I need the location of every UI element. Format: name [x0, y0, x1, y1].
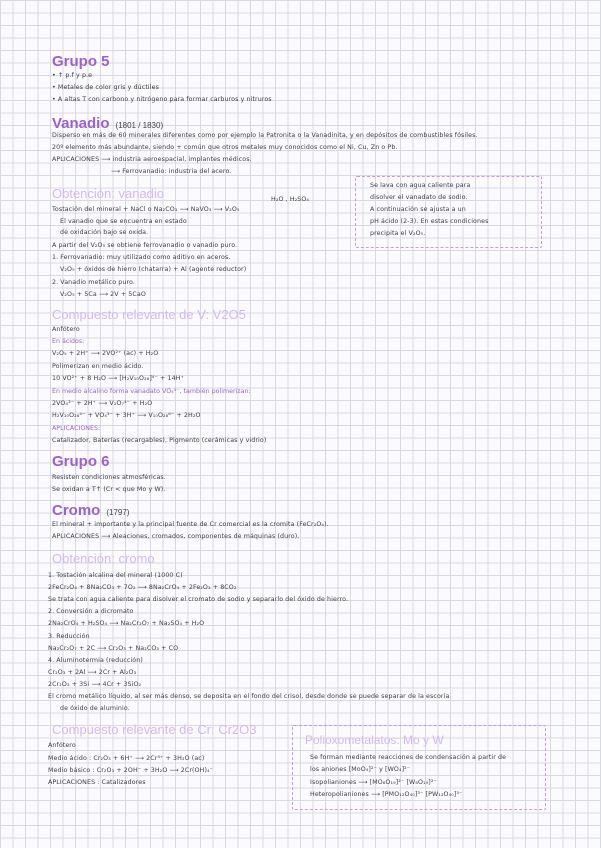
- vanadio-line: APLICACIONES ⟶ industria aeroespacial, implantes médicos.: [52, 156, 252, 163]
- vanadio-line: 20º elemento más abundante, siendo + común que otros metales muy conocidos como el Ni, Cu, Zn o Pb.: [52, 144, 398, 151]
- obtencion-cromo-line: Na₂Cr₂O₇ + 2C ⟶ Cr₂O₃ + Na₂CO₃ + CO: [48, 645, 179, 652]
- vanadio-note-line: disolver el vanadato de sodio.: [370, 194, 468, 201]
- obtencion-vanadio-title: Obtención: vanadio: [52, 186, 165, 201]
- compuesto-v-label: En medio alcalino forma vanadato VO₄³⁻, también polimerizan:: [52, 388, 251, 395]
- compuesto-cr-line: APLICACIONES : Catalizadores: [48, 779, 146, 786]
- polioxometalatos-line: Isopolianiones ⟶ [MO₆O₁₉]²⁻ [W₆O₁₉]²⁻: [310, 779, 437, 786]
- obtencion-vanadio-line: 1. Ferrovanadio: muy utilizado como aditivo en aceros.: [52, 254, 231, 261]
- compuesto-cr-line: Medio básico : Cr₂O₃ + 2OH⁻ + 3H₂O ⟶ 2Cr(OH)₄⁻: [48, 767, 214, 774]
- obtencion-cromo-line: 2Cr₂O₃ + 3Si ⟶ 4Cr + 3SiO₂: [48, 681, 142, 688]
- compuesto-v-line: Anfótero: [52, 326, 80, 333]
- vanadio-title: [52, 115, 163, 132]
- compuesto-v-line: 10 VO²⁺ + 8 H₂O ⟶ [H₂V₁₀O₂₈]⁴⁻ + 14H⁺: [52, 375, 184, 382]
- obtencion-cromo-line: 4. Aluminotermia (reducción): [48, 657, 143, 664]
- compuesto-v-line: V₂O₅ + 2H⁺ ⟶ 2VO²⁺ (ac) + H₂O: [52, 350, 159, 357]
- obtencion-cromo-line: de óxido de aluminio.: [60, 705, 130, 712]
- obtencion-vanadio-line: 2. Vanadio metálico puro.: [52, 279, 135, 286]
- cromo-title: [52, 502, 129, 519]
- vanadio-note-line: A continuación se ajusta a un: [370, 206, 466, 213]
- vanadio-note-line: Se lava con agua caliente para: [370, 182, 471, 189]
- vanadio-note-line: precipita el V₂O₅.: [370, 230, 426, 237]
- obtencion-vanadio-line: V₂O₅ + óxidos de hierro (chatarra) + Al (agente reductor): [60, 266, 247, 273]
- compuesto-v-label: APLICACIONES:: [52, 425, 101, 432]
- obtencion-cromo-line: El cromo metálico líquido, al ser más denso, se deposita en el fondo del crisol, desde donde se puede separar de la escoria: [48, 693, 450, 700]
- compuesto-cr-line: Anfótero: [48, 742, 76, 749]
- obtencion-cromo-line: Se trata con agua caliente para disolver el cromato de sodio y separarlo del óxido de hierro.: [48, 596, 349, 603]
- cromo-years: (1797): [106, 508, 130, 517]
- obtencion-vanadio-line: A partir del V₂O₅ se obtiene ferrovanadio o vanadio puro.: [52, 242, 238, 249]
- vanadio-line: Disperso en más de 60 minerales diferentes como por ejemplo la Patronita o la Vanadinita, y en depósitos de combustibles fósiles.: [52, 132, 478, 139]
- obtencion-cromo-title: Obtención: cromo: [52, 551, 155, 566]
- vanadio-note-line: pH ácido (2-3). En estas condiciones: [370, 218, 489, 225]
- cromo-title-text: Cromo: [52, 502, 101, 519]
- vanadio-years: (1801 / 1830): [115, 121, 164, 130]
- grupo5-title: Grupo 5: [52, 53, 110, 70]
- cromo-line: El mineral + importante y la principal fuente de Cr comercial es la cromita (FeCr₂O₄).: [52, 521, 329, 528]
- grupo5-bullet: • A altas T con carbono y nitrógeno para formar carburos y nitruros: [52, 96, 272, 103]
- vanadio-title-text: Vanadio: [52, 115, 110, 132]
- compuesto-v-label: En ácidos:: [52, 338, 85, 345]
- obtencion-vanadio-reagents: H₂O , H₂SO₄: [271, 196, 310, 203]
- compuesto-cr-line: Medio ácido : Cr₂O₃ + 6H⁺ ⟶ 2Cr³⁺ + 3H₂O (ac): [48, 755, 205, 762]
- grupo5-bullet: • Metales de color gris y dúctiles: [52, 84, 159, 91]
- obtencion-cromo-line: 3. Reducción: [48, 633, 90, 640]
- grupo6-line: Se oxidan a T↑ (Cr < que Mo y W).: [52, 486, 166, 493]
- obtencion-cromo-line: Cr₂O₃ + 2Al ⟶ 2Cr + Al₂O₃: [48, 669, 137, 676]
- obtencion-cromo-line: 2FeCr₂O₄ + 8Na₂CO₃ + 7O₂ ⟶ 8Na₂CrO₄ + 2Fe₂O₃ + 8CO₂: [48, 584, 237, 591]
- compuesto-v-line: Catalizador, Baterías (recargables), Pigmento (cerámicas y vidrio): [52, 437, 267, 444]
- compuesto-cr-title: Compuesto relevante de Cr: Cr2O3: [52, 722, 257, 737]
- polioxometalatos-line: los aniones [MoO₄]²⁻ y [WO₄]²⁻: [310, 766, 411, 773]
- compuesto-v-title: Compuesto relevante de V: V2O5: [52, 307, 246, 322]
- obtencion-vanadio-line: Tostación del mineral + NaCl o Na₂CO₃ ⟶ NaVO₃ ⟶ V₂O₅: [52, 206, 240, 213]
- polioxometalatos-line: Heteropolianiones ⟶ [PMO₁₂O₄₀]³⁻ [PW₁₂O₄₀]³⁻: [310, 791, 463, 798]
- obtencion-cromo-line: 2. Conversión a dicromato: [48, 608, 134, 615]
- compuesto-v-line: Polimerizan en medio ácido.: [52, 363, 144, 370]
- grupo5-bullet: • ↑ p.f y p.e: [52, 72, 93, 79]
- polioxometalatos-title: Polioxometalatos: Mo y W: [305, 733, 444, 747]
- obtencion-cromo-line: 1. Tostación alcalina del mineral (1000 C): [48, 572, 183, 579]
- obtencion-vanadio-line: V₂O₅ + 5Ca ⟶ 2V + 5CaO: [60, 291, 146, 298]
- cromo-line: APLICACIONES ⟶ Aleaciones, cromados, componentes de máquinas (duro).: [52, 533, 300, 540]
- compuesto-v-line: 2VO₄³⁻ + 2H⁺ ⟶ V₂O₇⁴⁻ + H₂O: [52, 400, 153, 407]
- obtencion-vanadio-line: El vanadio que se encuentra en estado: [60, 218, 187, 225]
- grupo6-line: Resisten condiciones atmosféricas.: [52, 474, 166, 481]
- grupo6-title: Grupo 6: [52, 453, 110, 470]
- compuesto-v-line: H₂V₁₀O₂₈⁴⁻ + VO₄³⁻ + 3H⁺ ⟶ V₁₀O₂₈⁶⁻ + 2H₂O: [52, 412, 201, 419]
- polioxometalatos-line: Se forman mediante reacciones de condensación a partir de: [310, 754, 507, 761]
- obtencion-vanadio-line: de oxidación bajo se oxida.: [60, 229, 149, 236]
- vanadio-line: ⟶ Ferrovanadio: industria del acero.: [111, 168, 232, 175]
- obtencion-cromo-line: 2Na₂CrO₄ + H₂SO₄ ⟶ Na₂Cr₂O₇ + Na₂SO₄ + H₂O: [48, 620, 205, 627]
